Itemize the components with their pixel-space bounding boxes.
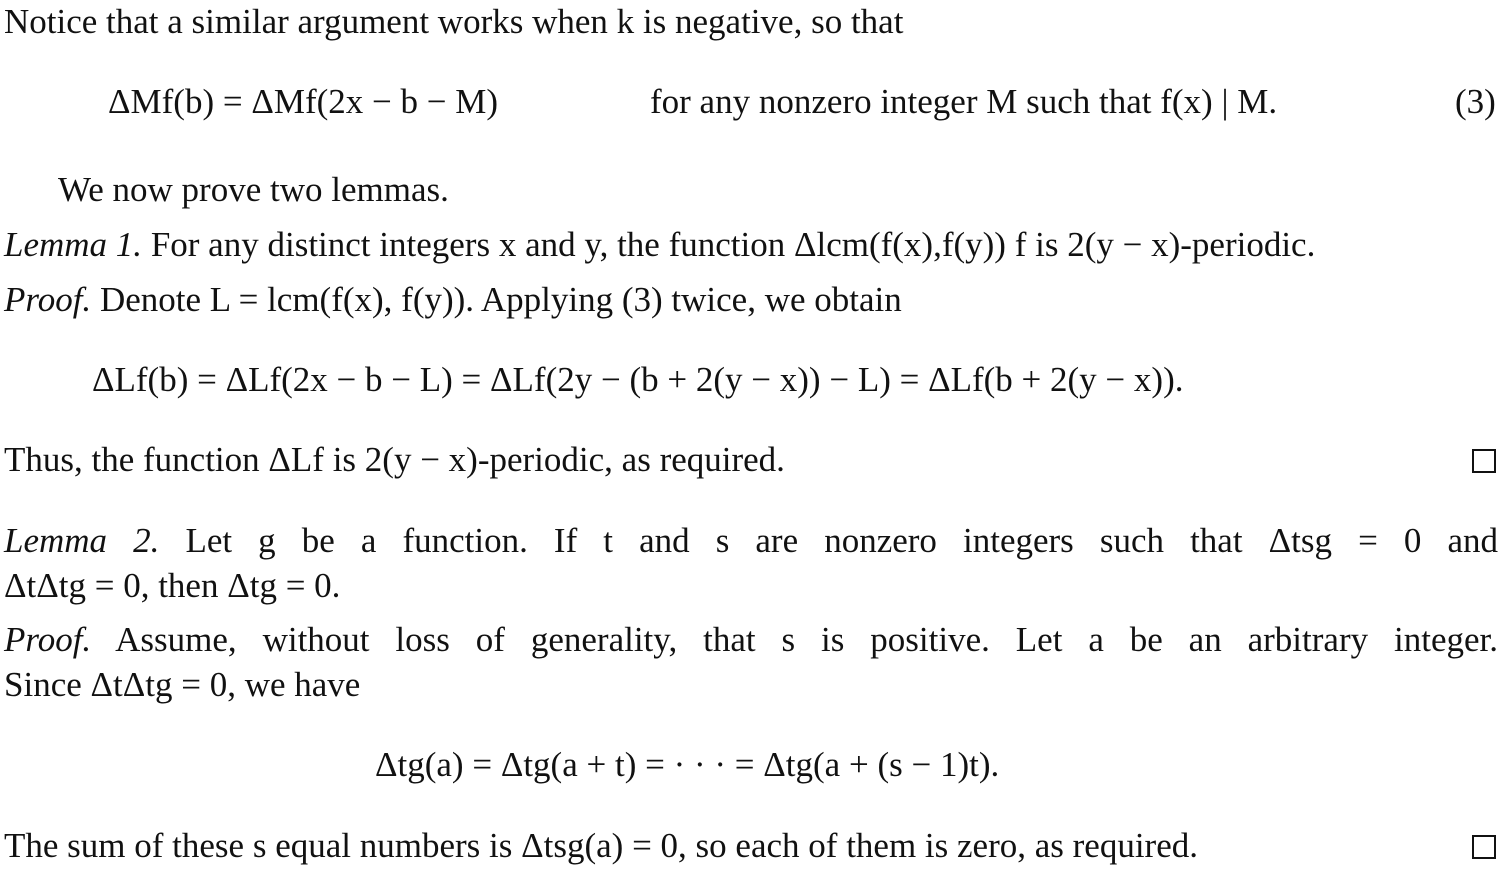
lemma-2-statement-1: Let g be a function. If t and s are nonzero integers such that Δtsg = 0 and [185,521,1498,560]
paragraph-intro: Notice that a similar argument works when k is negative, so that [4,2,904,41]
lemma-2-heading: Lemma 2. [4,521,160,560]
lemma-1 [4,225,1494,265]
equation-3-condition: for any nonzero integer M such that f(x) | M. [650,82,1278,121]
lemma-2-line-2: ΔtΔtg = 0, then Δtg = 0. [4,566,341,605]
proof-1-text: Denote L = lcm(f(x), f(y)). Applying (3) twice, we obtain [99,280,902,319]
proof-2-line-2: Since ΔtΔtg = 0, we have [4,665,361,704]
equation-3-tag: (3) [1455,82,1496,121]
proof-2-heading: Proof. [4,620,92,659]
proof-1-heading: Proof. [4,280,92,319]
paragraph-lemmas-intro: We now prove two lemmas. [58,170,449,209]
equation-lemma-2: Δtg(a) = Δtg(a + t) = · · · = Δtg(a + (s − 1)t). [375,745,1000,784]
lemma-1-heading: Lemma 1. [4,225,143,264]
proof-1 [4,280,902,320]
equation-3-left: ΔMf(b) = ΔMf(2x − b − M) [108,82,499,121]
lemma-2-line-1 [4,521,1498,561]
proof-2-line-1 [4,620,1498,660]
lemma-1-statement: For any distinct integers x and y, the function Δlcm(f(x),f(y)) f is 2(y − x)-periodic. [150,225,1316,264]
proof-2-conclusion: The sum of these s equal numbers is Δtsg(a) = 0, so each of them is zero, as required. [4,826,1198,865]
equation-lemma-1: ΔLf(b) = ΔLf(2x − b − L) = ΔLf(2y − (b + 2(y − x)) − L) = ΔLf(b + 2(y − x)). [92,360,1184,399]
proof-1-conclusion: Thus, the function ΔLf is 2(y − x)-periodic, as required. [4,440,785,479]
proof-2-text-1: Assume, without loss of generality, that s is positive. Let a be an arbitrary integer. [115,620,1498,659]
qed-square-icon [1472,835,1496,859]
qed-square-icon [1472,449,1496,473]
